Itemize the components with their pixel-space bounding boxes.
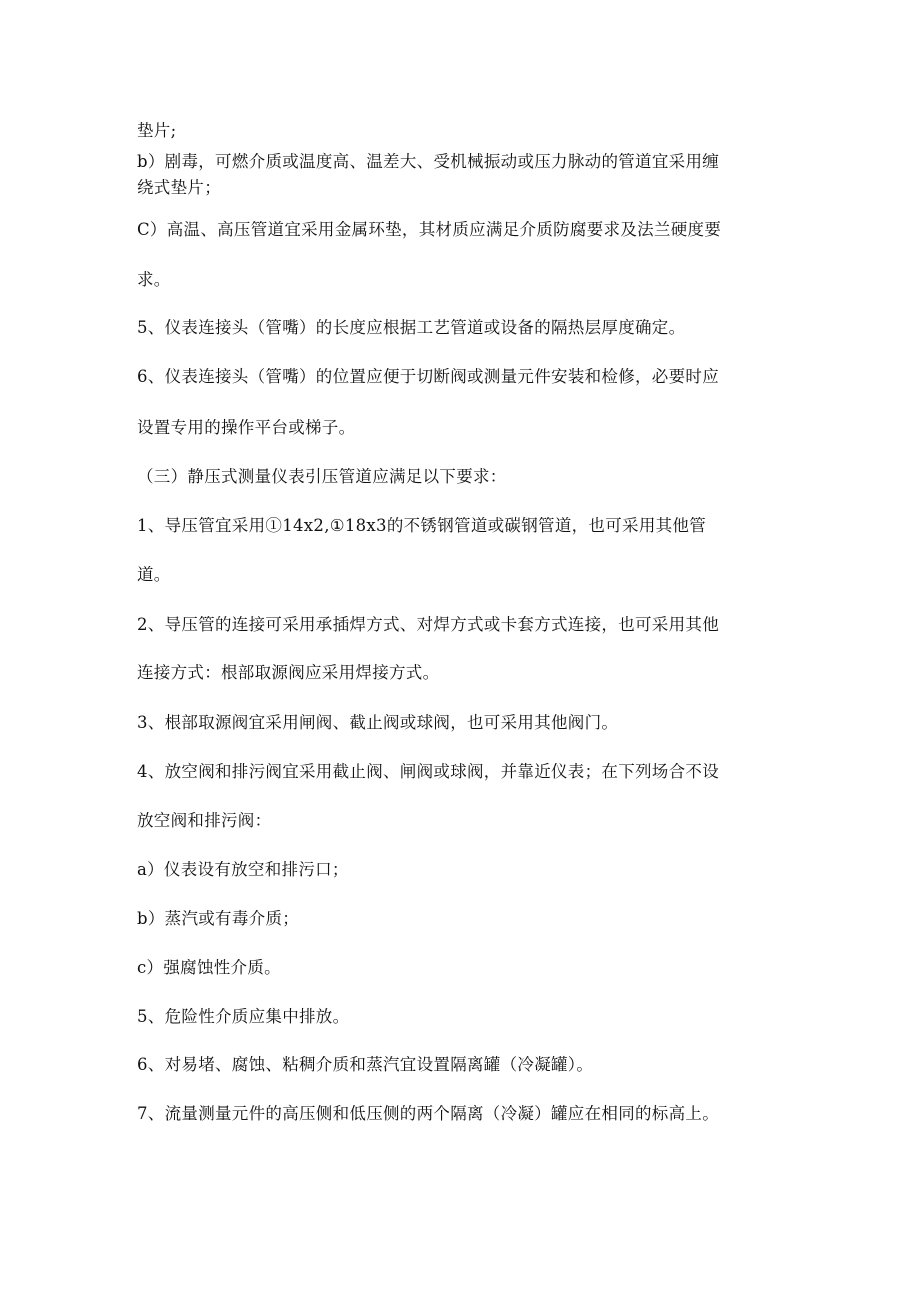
text-line: 放空阀和排污阀：	[137, 811, 272, 830]
text-line: 5、仪表连接头（管嘴）的长度应根据工艺管道或设备的隔热层厚度确定。	[137, 318, 686, 337]
text-line: c）强腐蚀性介质。	[137, 958, 281, 977]
text-line: 设置专用的操作平台或梯子。	[137, 418, 356, 437]
text-line: 4、放空阀和排污阀宜采用截止阀、闸阀或球阀，并靠近仪表；在下列场合不设	[137, 762, 719, 781]
text-line: 垫片;	[137, 121, 177, 140]
text-line: 6、仪表连接头（管嘴）的位置应便于切断阀或测量元件安装和检修，必要时应	[137, 367, 719, 386]
text-line: 2、导压管的连接可采用承插焊方式、对焊方式或卡套方式连接，也可采用其他	[137, 615, 719, 634]
text-line: b）剧毒，可燃介质或温度高、温差大、受机械振动或压力脉动的管道宜采用缠	[137, 152, 720, 171]
text-line: 5、危险性介质应集中排放。	[137, 1007, 350, 1026]
text-line: C）高温、高压管道宜采用金属环垫，其材质应满足介质防腐要求及法兰硬度要	[137, 220, 722, 239]
text-line: 连接方式：根部取源阀应采用焊接方式。	[137, 663, 440, 682]
text-line: 道。	[137, 565, 171, 584]
text-line: 绕式垫片；	[137, 178, 221, 197]
text-line: 7、流量测量元件的高压侧和低压侧的两个隔离（冷凝）罐应在相同的标高上。	[137, 1104, 719, 1123]
text-line: 求。	[137, 270, 171, 289]
text-line: a）仪表设有放空和排污口；	[137, 860, 349, 879]
text-line: 3、根部取源阀宜采用闸阀、截止阀或球阀，也可采用其他阀门。	[137, 713, 619, 732]
section-heading: （三）静压式测量仪表引压管道应满足以下要求：	[137, 467, 507, 486]
text-line: 1、导压管宜采用①14x2,①18x3的不锈钢管道或碳钢管道，也可采用其他管	[137, 516, 707, 535]
text-line: 6、对易堵、腐蚀、粘稠介质和蒸汽宜设置隔离罐（冷凝罐）。	[137, 1055, 594, 1074]
text-line: b）蒸汽或有毒介质；	[137, 909, 300, 928]
